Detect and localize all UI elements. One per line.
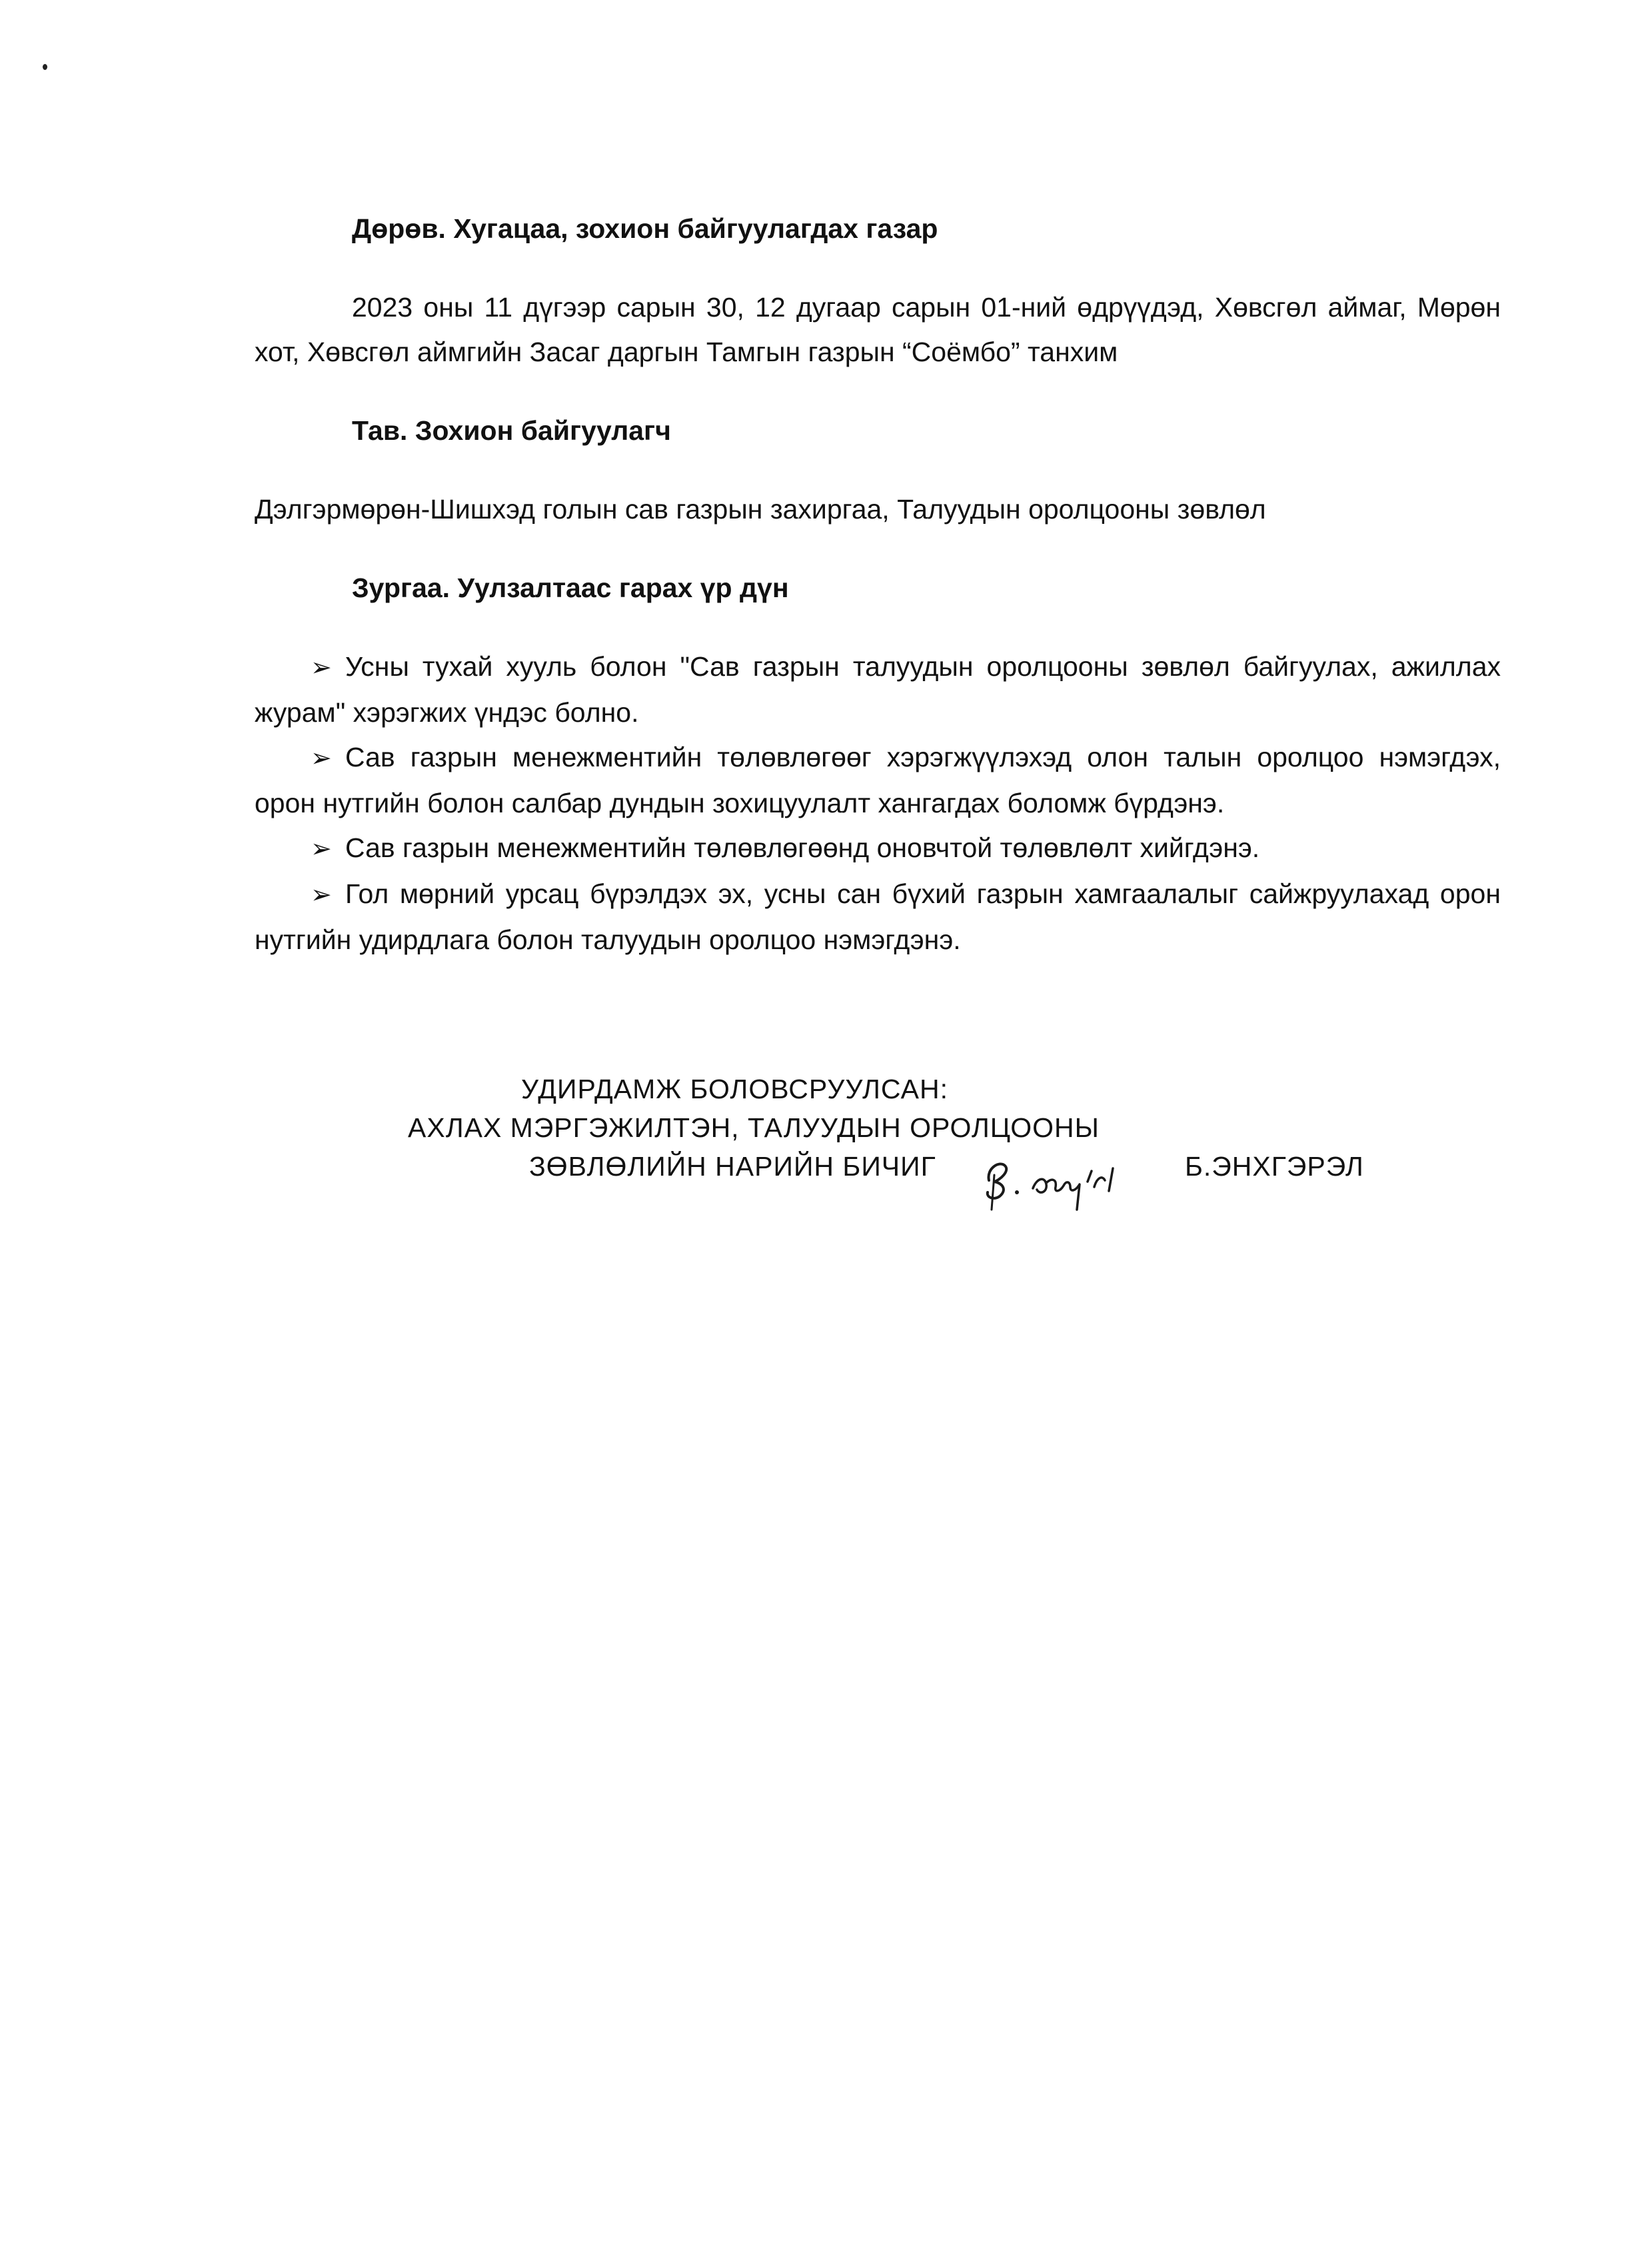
signer-name: Б.ЭНХГЭРЭЛ [1185,1151,1364,1182]
handwritten-signature [980,1148,1133,1215]
scan-speck [43,64,47,70]
arrow-bullet-icon: ➢ [311,835,332,863]
document-body [255,207,1501,962]
list-item: ➢ Усны тухай хууль болон "Сав газрын талуудын оролцооны зөвлөл байгуулах, ажиллах журам" хэрэгжих үндэс болно. [255,644,1501,735]
list-item: ➢ Гол мөрний урсац бүрэлдэх эх, усны сан бүхий газрын хамгаалалыг сайжруулахад орон нутгийн удирдлага болон талуудын оролцоо нэмэгдэнэ. [255,872,1501,962]
section4-heading: Дөрөв. Хугацаа, зохион байгуулагдах газар [352,213,938,244]
arrow-bullet-icon: ➢ [311,654,332,682]
section5-heading: Тав. Зохион байгуулагч [352,415,671,446]
section5-text: Дэлгэрмөрөн-Шишхэд голын сав газрын захиргаа, Талуудын оролцооны зөвлөл [255,494,1266,525]
signature-title-line1: УДИРДАМЖ БОЛОВСРУУЛСАН: [521,1074,948,1104]
signature-title-line3: ЗӨВЛӨЛИЙН НАРИЙН БИЧИГ [529,1151,936,1182]
list-item: ➢ Сав газрын менежментийн төлөвлөгөөнд оновчтой төлөвлөлт хийгдэнэ. [255,826,1501,872]
list-item: ➢ Сав газрын менежментийн төлөвлөгөөг хэрэгжүүлэхэд олон талын оролцоо нэмэгдэх, орон нутгийн болон салбар дундын зохицуулалт хангагдах боломж бүрдэнэ. [255,735,1501,826]
results-list [255,644,1501,962]
section4-text: 2023 оны 11 дүгээр сарын 30, 12 дугаар сарын 01-ний өдрүүдэд, Хөвсгөл аймаг, Мөрөн хот, Хөвсгөл аймгийн Засаг даргын Тамгын газрын “Соёмбо” танхим [255,292,1501,367]
signature-title-line2: АХЛАХ МЭРГЭЖИЛТЭН, ТАЛУУДЫН ОРОЛЦООНЫ [408,1112,1100,1143]
arrow-bullet-icon: ➢ [311,744,332,772]
arrow-bullet-icon: ➢ [311,881,332,909]
section6-heading: Зургаа. Уулзалтаас гарах үр дүн [352,572,789,603]
